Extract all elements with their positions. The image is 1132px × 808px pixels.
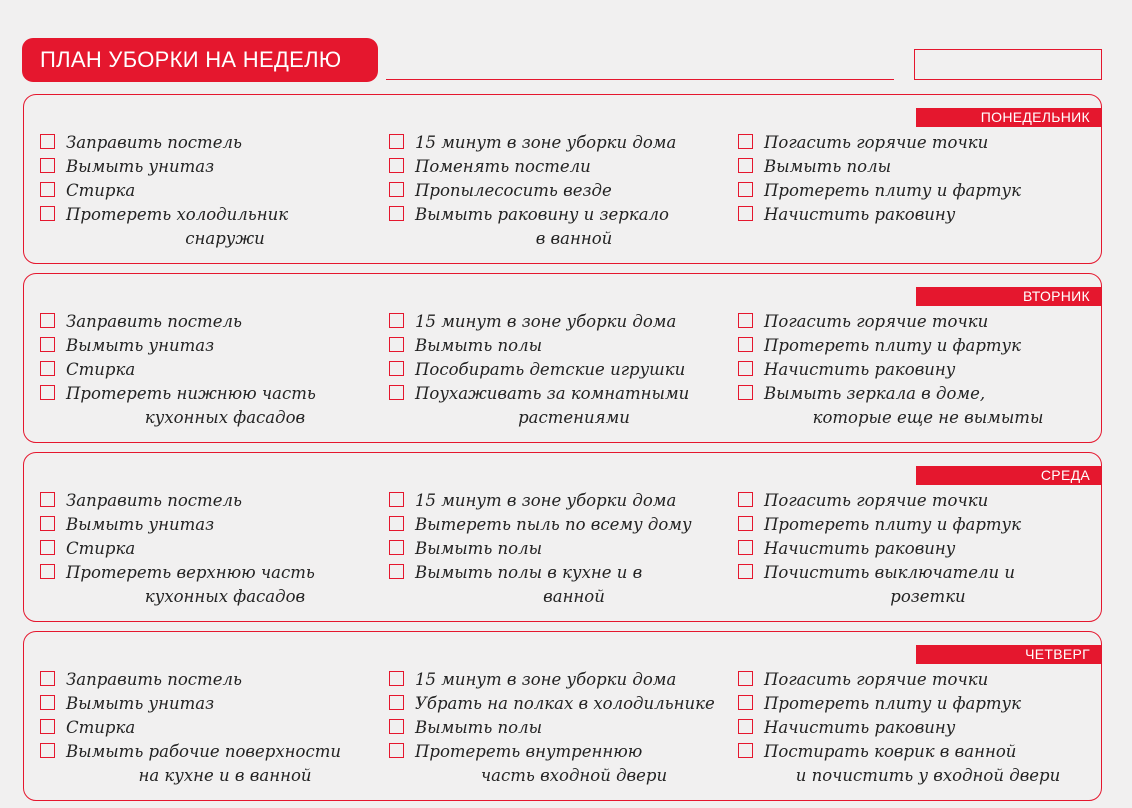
task-text: Вымыть полы в кухне и в	[415, 563, 643, 582]
task-item	[737, 561, 1092, 609]
task-item	[39, 668, 384, 692]
task-item	[388, 513, 733, 537]
task-item	[737, 179, 1092, 203]
checkbox[interactable]	[738, 206, 753, 221]
task-text: Вымыть раковину и зеркало	[415, 205, 669, 224]
task-text: Вымыть полы	[415, 539, 543, 558]
checkbox[interactable]	[40, 361, 55, 376]
task-column	[388, 489, 733, 609]
task-text: Погасить горячие точки	[764, 670, 989, 689]
task-item	[39, 692, 384, 716]
task-text-continuation: которые еще не вымыты	[812, 408, 1044, 427]
task-item	[737, 203, 1092, 227]
task-item	[737, 716, 1092, 740]
task-item	[388, 203, 733, 251]
task-item	[737, 131, 1092, 155]
checkbox[interactable]	[389, 182, 404, 197]
task-column	[39, 489, 384, 609]
task-column	[737, 310, 1092, 430]
task-text: Стирка	[66, 360, 136, 379]
checkbox[interactable]	[738, 540, 753, 555]
task-item	[388, 155, 733, 179]
task-item	[39, 740, 384, 788]
checkbox[interactable]	[738, 516, 753, 531]
task-text: Заправить постель	[66, 491, 242, 510]
checkbox[interactable]	[40, 492, 55, 507]
task-text: Погасить горячие точки	[764, 312, 989, 331]
task-text: Вымыть рабочие поверхности	[66, 742, 341, 761]
task-text: Протереть верхнюю часть	[66, 563, 315, 582]
checkbox[interactable]	[738, 313, 753, 328]
task-text: Вымыть полы	[415, 336, 543, 355]
task-text: Вымыть зеркала в доме,	[764, 384, 986, 403]
task-text: Стирка	[66, 718, 136, 737]
checkbox[interactable]	[40, 337, 55, 352]
task-item	[39, 310, 384, 334]
task-text-continuation: на кухне и в ванной	[138, 766, 312, 785]
task-column	[39, 131, 384, 251]
task-text-continuation: кухонных фасадов	[144, 408, 306, 427]
day-section	[23, 273, 1102, 443]
task-item	[388, 561, 733, 609]
task-item	[388, 382, 733, 430]
task-item	[737, 740, 1092, 788]
checkbox[interactable]	[738, 337, 753, 352]
task-item	[737, 358, 1092, 382]
checkbox[interactable]	[389, 158, 404, 173]
task-item	[39, 489, 384, 513]
task-text: Пособирать детские игрушки	[415, 360, 686, 379]
task-column	[737, 131, 1092, 227]
checkbox[interactable]	[389, 206, 404, 221]
task-item	[388, 716, 733, 740]
task-item	[388, 537, 733, 561]
task-item	[388, 334, 733, 358]
task-text: Пропылесосить везде	[415, 181, 612, 200]
checkbox[interactable]	[389, 385, 404, 400]
page-title: ПЛАН УБОРКИ НА НЕДЕЛЮ	[22, 38, 378, 82]
task-column	[39, 310, 384, 430]
task-text: Погасить горячие точки	[764, 133, 989, 152]
task-text: Заправить постель	[66, 312, 242, 331]
checkbox[interactable]	[40, 516, 55, 531]
checkbox[interactable]	[40, 564, 55, 579]
checkbox[interactable]	[389, 313, 404, 328]
checkbox[interactable]	[40, 158, 55, 173]
task-item	[388, 692, 733, 716]
task-text-continuation: розетки	[890, 587, 966, 606]
task-text: Заправить постель	[66, 133, 242, 152]
checkbox[interactable]	[738, 158, 753, 173]
task-text-continuation: растениями	[518, 408, 630, 427]
checkbox[interactable]	[40, 695, 55, 710]
task-text: Убрать на полках в холодильнике	[415, 694, 715, 713]
task-item	[388, 131, 733, 155]
task-item	[39, 203, 384, 251]
checkbox[interactable]	[389, 361, 404, 376]
task-text: Почистить выключатели и	[764, 563, 1016, 582]
task-text-continuation: в ванной	[535, 229, 613, 248]
title-underline	[386, 79, 894, 80]
task-text-continuation: ванной	[543, 587, 605, 606]
task-item	[737, 513, 1092, 537]
checkbox[interactable]	[40, 134, 55, 149]
checkbox[interactable]	[738, 492, 753, 507]
checkbox[interactable]	[389, 337, 404, 352]
day-section	[23, 94, 1102, 264]
checkbox[interactable]	[389, 743, 404, 758]
task-text: Вымыть полы	[764, 157, 892, 176]
day-section	[23, 631, 1102, 801]
checkbox[interactable]	[389, 695, 404, 710]
task-column	[39, 668, 384, 788]
task-text: Протереть плиту и фартук	[764, 515, 1021, 534]
task-item	[737, 668, 1092, 692]
checkbox[interactable]	[40, 206, 55, 221]
checkbox[interactable]	[389, 492, 404, 507]
checkbox[interactable]	[40, 743, 55, 758]
task-item	[737, 310, 1092, 334]
task-text: Начистить раковину	[764, 205, 956, 224]
task-text: Вымыть унитаз	[66, 515, 215, 534]
task-text-continuation: и почистить у входной двери	[795, 766, 1061, 785]
task-text-continuation: кухонных фасадов	[144, 587, 306, 606]
task-item	[737, 155, 1092, 179]
task-column	[737, 489, 1092, 609]
task-item	[39, 131, 384, 155]
checkbox[interactable]	[40, 313, 55, 328]
task-column	[388, 668, 733, 788]
checkbox[interactable]	[738, 743, 753, 758]
task-text: Начистить раковину	[764, 718, 956, 737]
checkbox[interactable]	[738, 361, 753, 376]
task-item	[388, 310, 733, 334]
task-text: 15 минут в зоне уборки дома	[415, 491, 677, 510]
checkbox[interactable]	[40, 385, 55, 400]
task-text: Протереть внутреннюю	[415, 742, 643, 761]
task-text: Вымыть унитаз	[66, 694, 215, 713]
day-section	[23, 452, 1102, 622]
day-label: ПОНЕДЕЛЬНИК	[916, 108, 1102, 127]
task-text: 15 минут в зоне уборки дома	[415, 133, 677, 152]
task-item	[39, 537, 384, 561]
checkbox[interactable]	[738, 182, 753, 197]
task-text-continuation: снаружи	[185, 229, 265, 248]
task-text: Постирать коврик в ванной	[764, 742, 1017, 761]
checkbox[interactable]	[40, 671, 55, 686]
checkbox[interactable]	[40, 182, 55, 197]
task-text: Вымыть полы	[415, 718, 543, 737]
task-text: Вымыть унитаз	[66, 336, 215, 355]
task-item	[737, 489, 1092, 513]
task-text: 15 минут в зоне уборки дома	[415, 670, 677, 689]
task-item	[39, 513, 384, 537]
task-text: Погасить горячие точки	[764, 491, 989, 510]
task-text: Поухаживать за комнатными	[415, 384, 690, 403]
task-text: Вытереть пыль по всему дому	[415, 515, 692, 534]
task-item	[737, 334, 1092, 358]
task-text: Начистить раковину	[764, 539, 956, 558]
task-text: Заправить постель	[66, 670, 242, 689]
task-item	[39, 561, 384, 609]
checkbox[interactable]	[738, 385, 753, 400]
task-column	[388, 131, 733, 251]
checkbox[interactable]	[389, 540, 404, 555]
checkbox[interactable]	[738, 671, 753, 686]
task-item	[388, 179, 733, 203]
task-column	[388, 310, 733, 430]
task-item	[388, 740, 733, 788]
task-text-continuation: часть входной двери	[480, 766, 668, 785]
task-text: Протереть нижнюю часть	[66, 384, 316, 403]
task-item	[388, 489, 733, 513]
task-item	[39, 155, 384, 179]
checkbox[interactable]	[389, 671, 404, 686]
checkbox[interactable]	[389, 134, 404, 149]
task-item	[39, 382, 384, 430]
task-text: Протереть плиту и фартук	[764, 694, 1021, 713]
task-text: Стирка	[66, 181, 136, 200]
task-item	[39, 334, 384, 358]
checkbox[interactable]	[389, 564, 404, 579]
task-text: Протереть плиту и фартук	[764, 336, 1021, 355]
checkbox[interactable]	[738, 719, 753, 734]
task-text: 15 минут в зоне уборки дома	[415, 312, 677, 331]
task-text: Протереть холодильник	[66, 205, 289, 224]
task-item	[388, 358, 733, 382]
task-item	[737, 537, 1092, 561]
task-text: Вымыть унитаз	[66, 157, 215, 176]
task-text: Поменять постели	[415, 157, 591, 176]
task-item	[39, 358, 384, 382]
checkbox[interactable]	[738, 695, 753, 710]
day-label: ВТОРНИК	[916, 287, 1102, 306]
task-item	[388, 668, 733, 692]
checkbox[interactable]	[738, 564, 753, 579]
task-item	[737, 692, 1092, 716]
task-text: Начистить раковину	[764, 360, 956, 379]
checkbox[interactable]	[738, 134, 753, 149]
checkbox[interactable]	[40, 540, 55, 555]
task-column	[737, 668, 1092, 788]
task-item	[39, 179, 384, 203]
checkbox[interactable]	[389, 719, 404, 734]
task-item	[737, 382, 1092, 430]
day-label: СРЕДА	[916, 466, 1102, 485]
name-field-box[interactable]	[914, 49, 1102, 80]
checkbox[interactable]	[389, 516, 404, 531]
task-item	[39, 716, 384, 740]
checkbox[interactable]	[40, 719, 55, 734]
day-label: ЧЕТВЕРГ	[916, 645, 1102, 664]
task-text: Протереть плиту и фартук	[764, 181, 1021, 200]
task-text: Стирка	[66, 539, 136, 558]
